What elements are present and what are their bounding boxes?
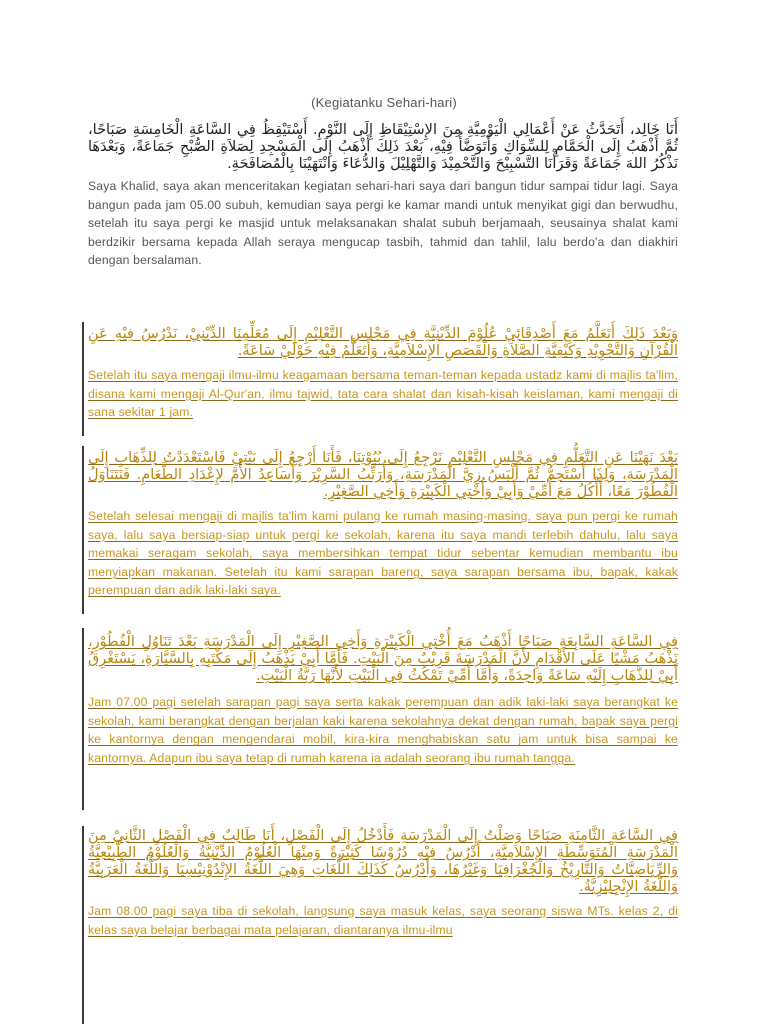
document-title: (Kegiatanku Sehari-hari) <box>311 95 457 110</box>
arabic-paragraph: وَبَعْدَ ذَلِكَ أَتَعَلَّمُ مَعَ أَصْدِقَائِيْ عُلُوْمَ الدِّيْنِيَّةِ فِي مَجْلِسِ التَّعْلِيْمِ إِلَى مُعَلِّمِنَا الدِّيْنِيْ، نَدْرُسُ فِيْهِ عَنِ الْقُرْآنِ وَالتَّجْوِيْدِ وَكَيْفِيَّةِ الصَّلاَةِ وَالْقَصَصِ الإِسْلاَمِيَّةِ، وَأَتَعَلَّمُ فِيْهِ حَوْلَيْ سَاعَةً. <box>88 326 678 359</box>
section-home <box>88 450 678 600</box>
change-bar <box>82 322 84 436</box>
section-class <box>88 828 678 939</box>
arabic-paragraph: أَنَا خَالِد، أَتَحَدَّثُ عَنْ أَعْمَالِي الْيَوْمِيَّةِ مِنَ الإِسْتِيْقَاظِ إِلَى النَّوْمِ. أَسْتَيْقِظُ فِي السَّاعَةِ الْخَامِسَةِ صَبَاحًا، ثُمَّ أَذْهَبُ إِلَى الْحَمَّامِ لِلسِّوَاكِ وَأَتَوَضَّأُ فِيْهِ، بَعْدَ ذَلِكَ أَذْهَبُ إِلَى الْمَسْجِدِ لِصَلاَةِ الصُّبْحِ جَمَاعَةً، وَبَعْدَهَا نَذْكُرُ اللهَ جَمَاعَةً وَقَرَأْنَا التَّسْبِيْحَ وَالتَّحْمِيْدَ وَالتَّهْلِيْلَ وَالدُّعَاءَ وَانْتَهَيْنَا بِالْمُصَافَحَةِ. <box>88 122 678 172</box>
indonesian-paragraph: Saya Khalid, saya akan menceritakan kegiatan sehari-hari saya dari bangun tidur sampai tidur lagi. Saya bangun pada jam 05.00 subuh, kemudian saya pergi ke kamar mandi untuk menyikat gigi dan berwudhu, setelah itu saya pergi ke masjid untuk melaksanakan shalat subuh berjamaah, seusainya shalat kami berdzikir bersama kepada Allah seraya mengucap tasbih, tahmid dan tahlil, lalu berdo'a dan diakhiri dengan bersalaman. <box>88 179 678 268</box>
change-bar <box>82 826 84 1024</box>
indonesian-paragraph: Setelah itu saya mengaji ilmu-ilmu keagamaan bersama teman-teman kepada ustadz kami di majlis ta'lim, disana kami mengaji Al-Qur'an, ilmu tajwid, tata cara shalat dan kisah-kisah keislaman, kami mengaji di sana sekitar 1 jam. <box>88 368 678 420</box>
section-majlis <box>88 326 678 422</box>
indonesian-paragraph: Jam 07.00 pagi setelah sarapan pagi saya serta kakak perempuan dan adik laki-laki saya berangkat ke sekolah, kami berangkat dengan berjalan kaki karena sekolahnya dekat dengan rumah, bapak saya pergi ke kantornya dengan mengendarai mobil, kira-kira menghabiskan satu jam untuk bisa sampai ke kantornya. Adapun ibu saya tetap di rumah karena ia adalah seorang ibu rumah tangga. <box>88 695 678 765</box>
arabic-paragraph: بَعْدَ نَهَيْنَا عَنِ التَّعَلُّمِ فِي مَجْلِسِ التَّعْلِيْمِ نَرْجِعُ إِلَى بُيُوْتِنَا، فَأَنَا أَرْجِعُ إِلَى بَيْتِيْ فَاسْتَعْدَدْتُ لِلذِّهَابِ إِلَى الْمَدْرَسَةِ، وَلِذَا أَسْتَحِمُّ ثُمَّ أَلْبَسُ زِيَّ الْمَدْرَسَةِ، وَأُرَتِّبُ السَّرِيْرَ وَأُسَاعِدُ الأُمَّ لإِعْدَادِ الطَّعَامِ. فَنَتَنَاوَلُ الْفُطُوْرَ مَعًا، أَأْكُلُ مَعَ أُمِّيْ وَأَبِيْ وَأُخْتِي الْكَبِيْرَةِ وَأَخِي الصَّغِيْرِ. <box>88 450 678 500</box>
section-school-trip <box>88 634 678 767</box>
arabic-paragraph: فِي السَّاعَةِ الثَّامِنَةِ صَبَاحًا وَصَلْتُ إِلَى الْمَدْرَسَةِ فَأَدْخُلُ إِلَى الْفَصْلِ، أَنَا طَالِبٌ فِي الْفَصْلِ الثَّانِيْ مِنَ الْمَدْرَسَةِ الْمُتَوَسِّطَةِ الإِسْلاَمِيَّةِ، أَدْرُسُ فِيْهِ دُرُوْسًا كَثِيْرَةً وَمِنْهَا الْعُلُوْمُ الدِّيْنِيَّةُ وَالْعُلُوْمُ الطَّبِيْعِيَّةُ وَالرِّيَاضِيَّاتُ وَالتَّارِيْخُ وَالْجُغْرَافِيَا وَغَيْرُهَا، وَأَدْرُسُ كَذَلِكَ اللُّغَاتِ وَهِيَ اللُّغَةُ الإِنْدُوْنِيْسِيَا وَاللُّغَةُ الْعَرَبِيَّةُ وَاللُّغَةُ الإِنْجِلِيْزِيَّةُ. <box>88 828 678 895</box>
section-intro <box>88 122 678 270</box>
indonesian-paragraph: Setelah selesai mengaji di majlis ta'lim kami pulang ke rumah masing-masing, saya pun pergi ke rumah saya, lalu saya bersiap-siap untuk pergi ke sekolah, karena itu saya mandi terlebih dahulu, lalu saya memakai seragam sekolah, saya membersihkan tempat tidur sebentar kemudian membantu ibu menyiapkan makanan. Setelah itu kami sarapan bareng, saya sarapan bersama ibu, bapak, kakak perempuan dan adik laki-laki saya. <box>88 509 678 598</box>
arabic-paragraph: فِي السَّاعَةِ السَّابِعَةِ صَبَاحًا أَذْهَبُ مَعَ أُخْتِي الْكَبِيْرَةِ وَأَخِي الصَّغِيْرِ إِلَى الْمَدْرَسَةِ بَعْدَ تَنَاوُلِ الْفُطُوْرِ، نَذْهَبُ مَشْيًا عَلَى الأَقْدَامِ لأَنَّ الْمَدْرَسَةَ قَرِيْبٌ مِنَ الْبَيْتِ. فَأَمَّا أَبِيْ يَذْهَبُ إِلَى مَكْتَبِهِ بِالسَّيَّارَةِ، يَسْتَغْرِقُ أَبِيْ لِلذَّهَابِ إِلَيْهِ سَاعَةً وَاحِدَةً، وَأَمَّا أُمِّيْ تَمْكُثُ فِي الْبَيْتِ لأَنَّهَا رَبَّةُ الْبَيْتِ. <box>88 634 678 684</box>
indonesian-paragraph: Jam 08.00 pagi saya tiba di sekolah, langsung saya masuk kelas, saya seorang siswa MTs. kelas 2, di kelas saya belajar berbagai mata pelajaran, diantaranya ilmu-ilmu <box>88 904 678 937</box>
change-bar <box>82 446 84 614</box>
change-bar <box>82 628 84 810</box>
